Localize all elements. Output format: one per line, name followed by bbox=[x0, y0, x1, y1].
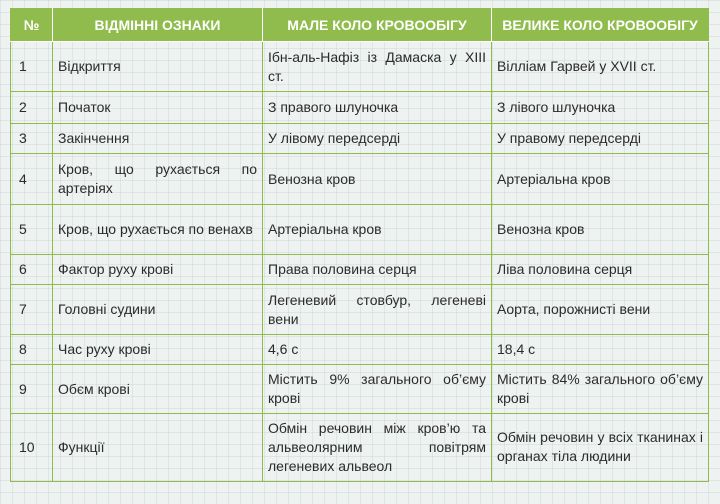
row-large-value: Ліва половина серця bbox=[492, 254, 709, 284]
row-large-value: Артеріальна кров bbox=[492, 154, 709, 204]
row-small-value: З правого шлуночка bbox=[263, 92, 492, 124]
row-number: 5 bbox=[11, 204, 53, 254]
table-row bbox=[11, 254, 709, 284]
table-row bbox=[11, 92, 709, 124]
row-large-value: Вілліам Гарвей у XVII ст. bbox=[492, 42, 709, 92]
row-small-value: Містить 9% загального об’єму крові bbox=[263, 365, 492, 413]
row-number: 10 bbox=[11, 413, 53, 481]
table-row bbox=[11, 42, 709, 92]
row-number: 8 bbox=[11, 335, 53, 365]
row-large-value: Аорта, порожнисті вени bbox=[492, 285, 709, 335]
row-number: 7 bbox=[11, 285, 53, 335]
row-feature: Головні судини bbox=[53, 285, 263, 335]
comparison-table-container bbox=[10, 8, 708, 482]
row-small-value: Ібн-аль-Нафіз із Дамаска у XIII ст. bbox=[263, 42, 492, 92]
row-feature: Початок bbox=[53, 92, 263, 124]
row-feature: Закінчення bbox=[53, 124, 263, 154]
table-row bbox=[11, 124, 709, 154]
row-feature: Кров, що рухається по венахв bbox=[53, 204, 263, 254]
row-large-value: Містить 84% загального об’єму крові bbox=[492, 365, 709, 413]
row-number: 3 bbox=[11, 124, 53, 154]
circulation-comparison-table bbox=[10, 8, 709, 482]
table-row bbox=[11, 285, 709, 335]
table-header-row bbox=[11, 9, 709, 42]
header-large-circulation: ВЕЛИКЕ КОЛО КРОВООБІГУ bbox=[492, 9, 709, 42]
row-feature: Кров, що рухається по артеріях bbox=[53, 154, 263, 204]
table-row bbox=[11, 335, 709, 365]
header-features: ВІДМІННІ ОЗНАКИ bbox=[53, 9, 263, 42]
row-small-value: 4,6 с bbox=[263, 335, 492, 365]
row-small-value: Обмін речовин між кров’ю та альвеолярним повітрям легеневих альвеол bbox=[263, 413, 492, 481]
table-row bbox=[11, 365, 709, 413]
row-feature: Відкриття bbox=[53, 42, 263, 92]
row-small-value: У лівому передсерді bbox=[263, 124, 492, 154]
row-small-value: Легеневий стовбур, легеневі вени bbox=[263, 285, 492, 335]
row-number: 1 bbox=[11, 42, 53, 92]
row-large-value: З лівого шлуночка bbox=[492, 92, 709, 124]
row-large-value: Обмін речовин у всіх тканинах і органах тіла людини bbox=[492, 413, 709, 481]
row-large-value: 18,4 с bbox=[492, 335, 709, 365]
row-small-value: Права половина серця bbox=[263, 254, 492, 284]
row-feature: Фактор руху крові bbox=[53, 254, 263, 284]
row-small-value: Венозна кров bbox=[263, 154, 492, 204]
row-small-value: Артеріальна кров bbox=[263, 204, 492, 254]
row-number: 9 bbox=[11, 365, 53, 413]
header-number: № bbox=[11, 9, 53, 42]
header-small-circulation: МАЛЕ КОЛО КРОВООБІГУ bbox=[263, 9, 492, 42]
table-row bbox=[11, 204, 709, 254]
row-feature: Обєм крові bbox=[53, 365, 263, 413]
row-feature: Функції bbox=[53, 413, 263, 481]
table-row bbox=[11, 413, 709, 481]
row-number: 2 bbox=[11, 92, 53, 124]
row-large-value: Венозна кров bbox=[492, 204, 709, 254]
table-row bbox=[11, 154, 709, 204]
row-large-value: У правому передсерді bbox=[492, 124, 709, 154]
row-number: 4 bbox=[11, 154, 53, 204]
row-feature: Час руху крові bbox=[53, 335, 263, 365]
row-number: 6 bbox=[11, 254, 53, 284]
